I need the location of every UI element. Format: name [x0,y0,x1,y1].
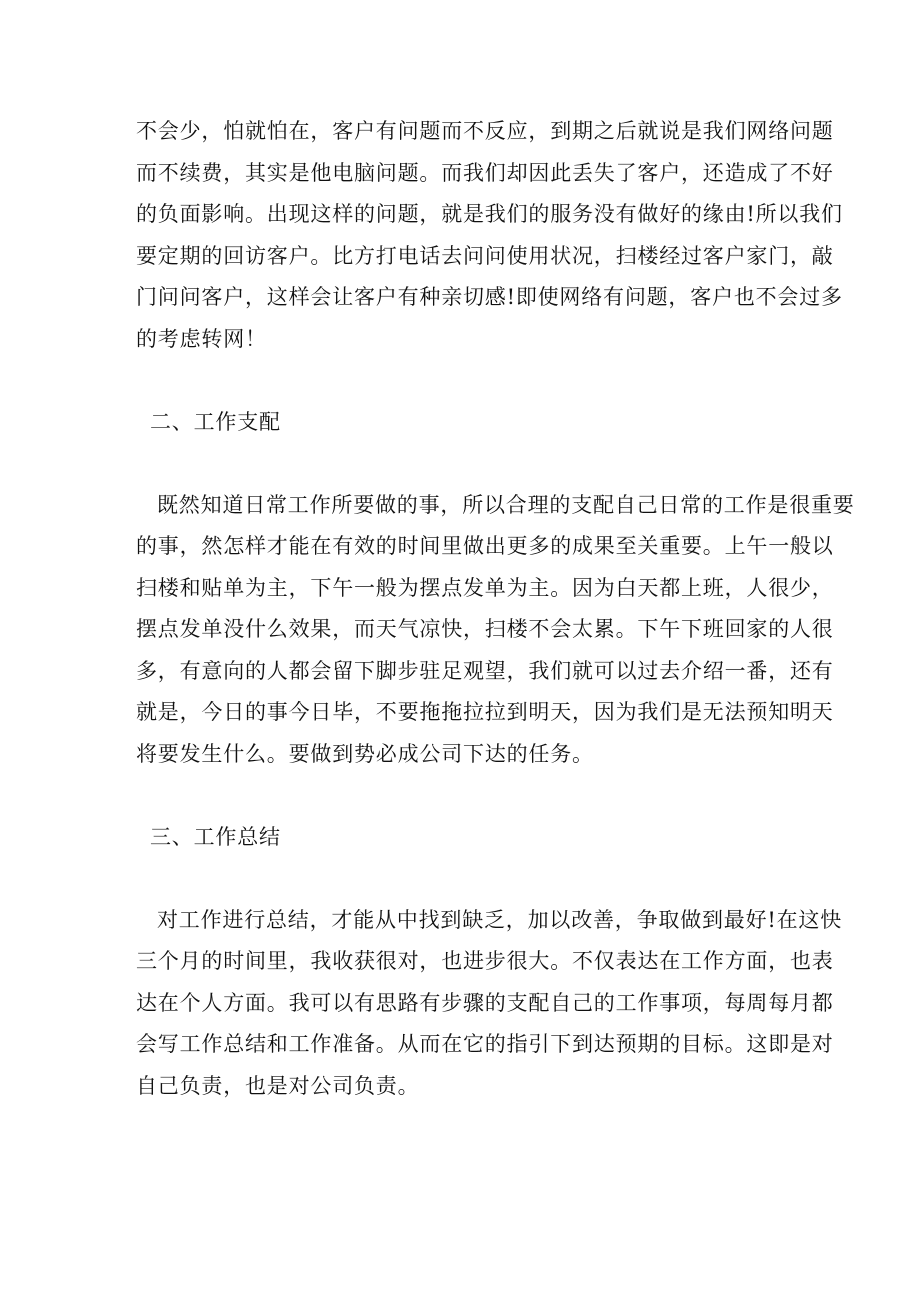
section-heading-work-summary: 三、工作总结 [150,824,281,849]
text-line: 既然知道日常工作所要做的事，所以合理的支配自己日常的工作是很重要 [157,492,855,517]
text-line: 的考虑转网！ [136,326,267,351]
text-line: 的负面影响。出现这样的问题，就是我们的服务没有做好的缘由!所以我们 [136,202,843,226]
text-line: 摆点发单没什么效果，而天气凉快，扫楼不会太累。下午下班回家的人很 [136,617,834,641]
text-line: 要定期的回访客户。比方打电话去问问使用状况，扫楼经过客户家门，敲 [136,243,834,268]
document-body [136,111,855,1107]
text-line: 的事，然怎样才能在有效的时间里做出更多的成果至关重要。上午一般以 [136,534,834,558]
text-line: 达在个人方面。我可以有思路有步骤的支配自己的工作事项，每周每月都 [136,990,834,1015]
paragraph-customer-service [136,111,843,360]
paragraph-work-summary [136,900,843,1108]
text-line: 会写工作总结和工作准备。从而在它的指引下到达预期的目标。这即是对 [136,1032,834,1056]
paragraph-work-arrangement [136,485,855,776]
text-line: 就是，今日的事今日毕，不要拖拖拉拉到明天，因为我们是无法预知明天 [136,700,834,724]
text-line: 对工作进行总结，才能从中找到缺乏，加以改善，争取做到最好!在这快 [157,907,843,932]
text-line: 自己负责，也是对公司负责。 [136,1073,420,1098]
section-heading-work-arrangement: 二、工作支配 [150,409,281,434]
text-line: 三个月的时间里，我收获很对，也进步很大。不仅表达在工作方面，也表 [136,949,834,973]
text-line: 多，有意向的人都会留下脚步驻足观望，我们就可以过去介绍一番，还有 [136,658,834,683]
text-line: 将要发生什么。要做到势必成公司下达的任务。 [136,741,594,766]
text-line: 不会少，怕就怕在，客户有问题而不反应，到期之后就说是我们网络问题 [136,119,834,143]
text-line: 扫楼和贴单为主，下午一般为摆点发单为主。因为白天都上班，人很少， [136,575,834,600]
text-line: 而不续费，其实是他电脑问题。而我们却因此丢失了客户，还造成了不好 [136,160,834,185]
text-line: 门问问客户，这样会让客户有种亲切感!即使网络有问题，客户也不会过多 [136,285,843,309]
